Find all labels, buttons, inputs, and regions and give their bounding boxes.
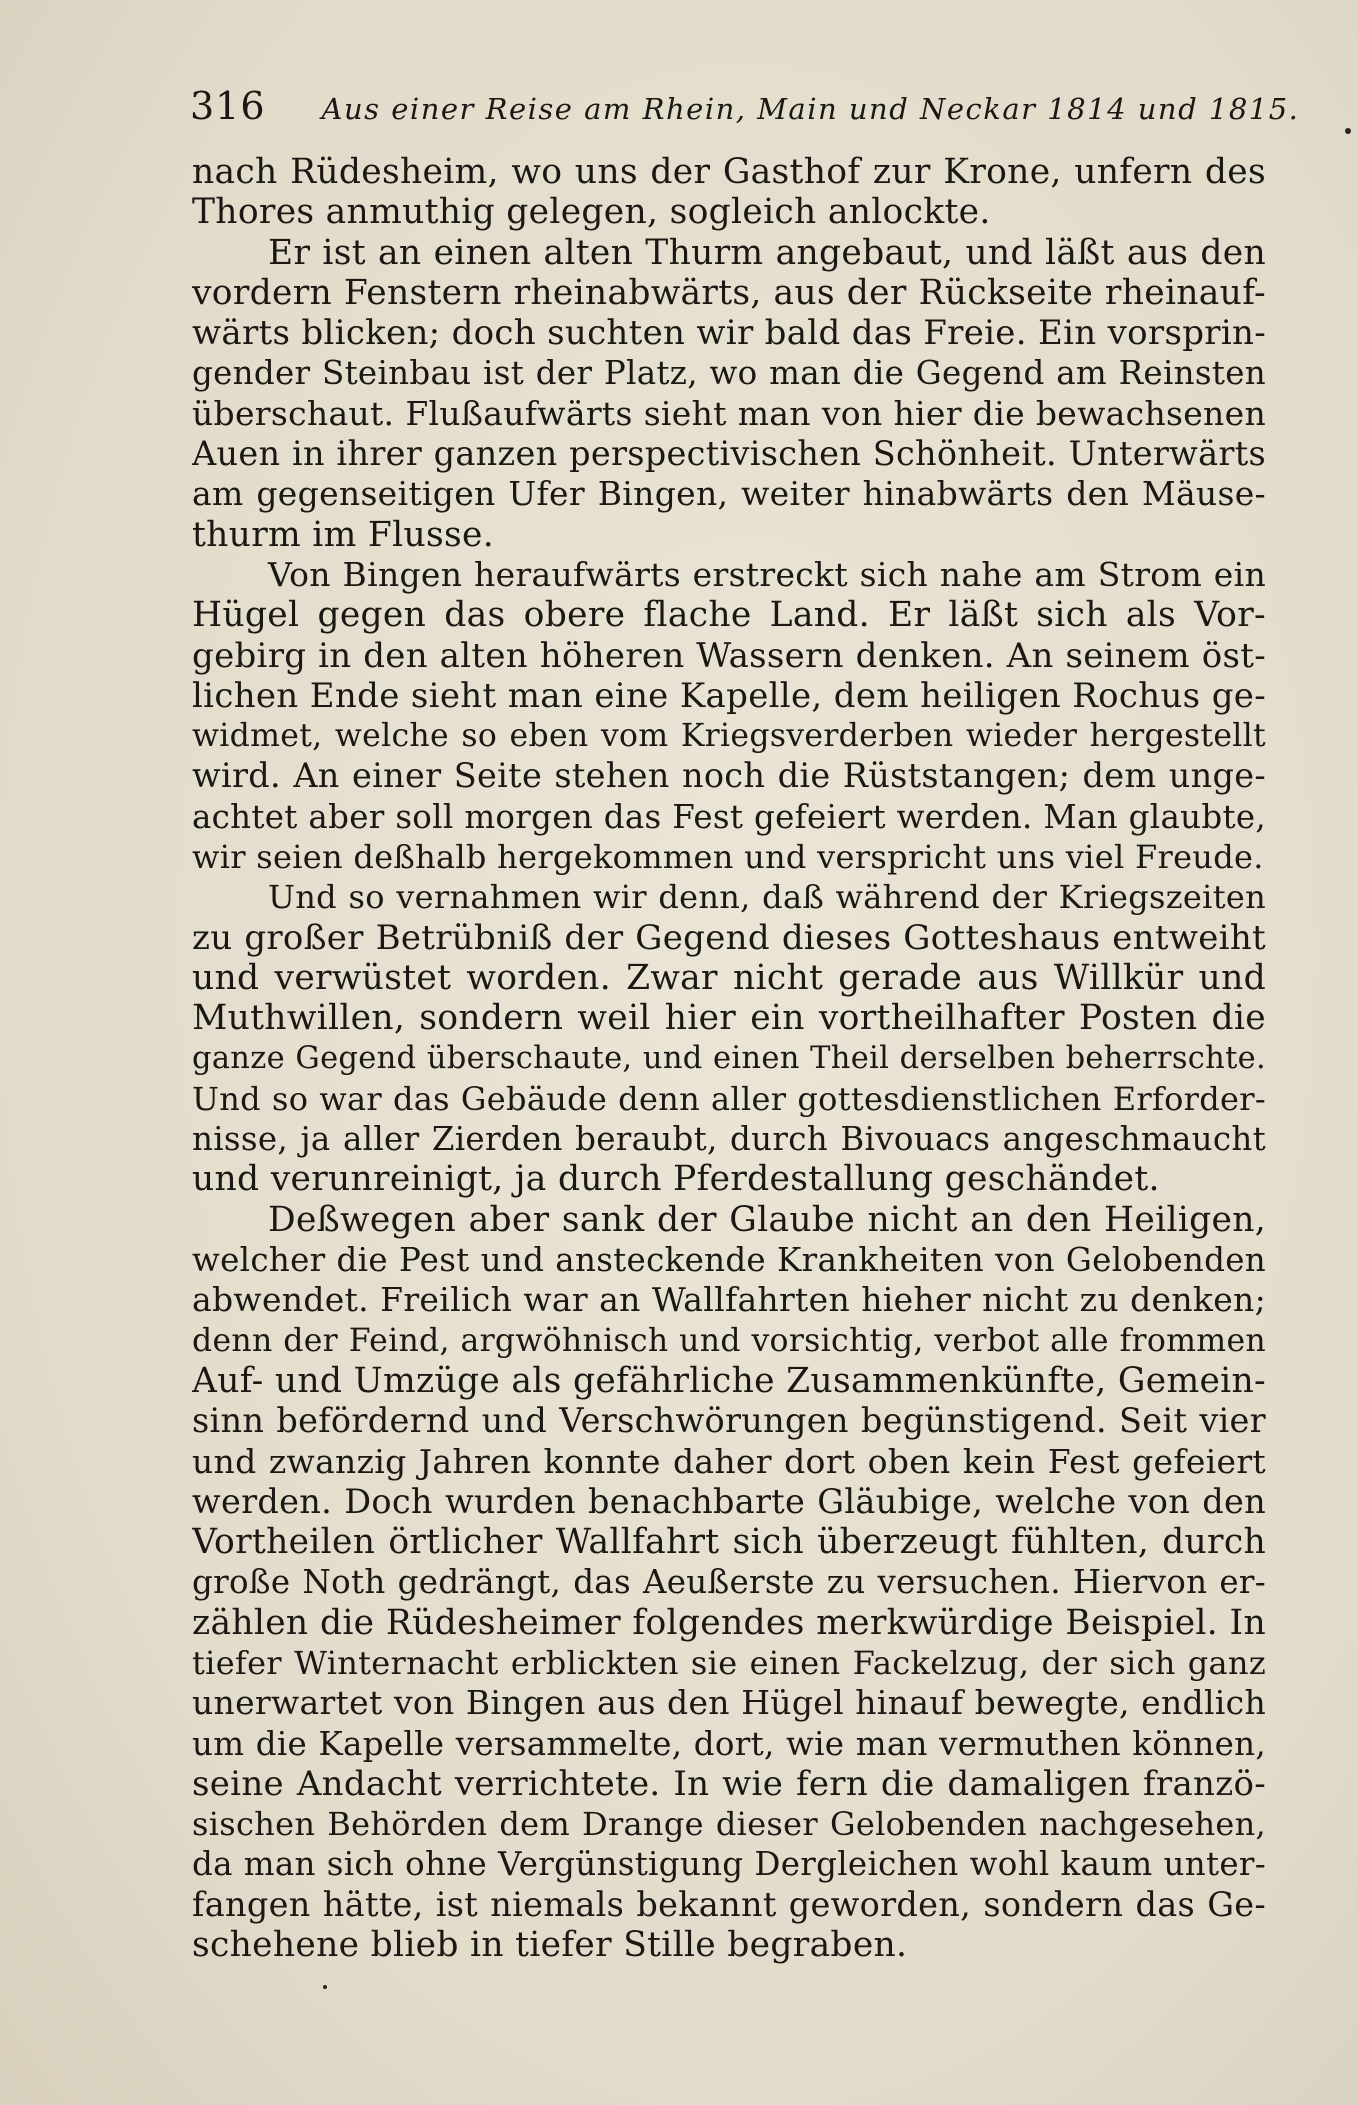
text-line: unerwartet von Bingen aus den Hügel hinauf bewegte, endlich: [192, 1683, 1266, 1723]
text-line: zählen die Rüdesheimer folgendes merkwürdige Beispiel. In: [192, 1602, 1266, 1643]
text-line: Er ist an einen alten Thurm angebaut, und läßt aus den: [268, 232, 1266, 273]
text-line: fangen hätte, ist niemals bekannt geworden, sondern das Ge-: [192, 1884, 1266, 1924]
text-line: wärts blicken; doch suchten wir bald das Freie. Ein vorsprin-: [192, 313, 1266, 354]
text-line: wir seien deßhalb hergekommen und verspricht uns viel Freude.: [192, 838, 1264, 877]
text-line: Deßwegen aber sank der Glaube nicht an den Heiligen,: [268, 1199, 1266, 1240]
text-line: gender Steinbau ist der Platz, wo man die Gegend am Reinsten: [192, 354, 1266, 393]
text-line: thurm im Flusse.: [192, 514, 494, 555]
text-line: Und so war das Gebäude denn aller gottesdienstlichen Erforder-: [192, 1079, 1266, 1118]
text-line: wird. An einer Seite stehen noch die Rüststangen; dem unge-: [192, 756, 1266, 796]
text-line: ganze Gegend überschaute, und einen Theil derselben beherrschte.: [192, 1040, 1266, 1076]
text-line: Thores anmuthig gelegen, sogleich anlockte.: [192, 192, 991, 233]
text-line: tiefer Winternacht erblickten sie einen Fackelzug, der sich ganz: [192, 1643, 1266, 1682]
text-line: Muthwillen, sondern weil hier ein vortheilhafter Posten die: [192, 998, 1266, 1039]
text-line: und zwanzig Jahren konnte daher dort oben kein Fest gefeiert: [192, 1441, 1266, 1481]
running-title: Aus einer Reise am Rhein, Main und Neckar 1814 und 1815.: [321, 92, 1300, 126]
text-line: und verwüstet worden. Zwar nicht gerade aus Willkür und: [192, 957, 1266, 998]
text-line: schehene blieb in tiefer Stille begraben.: [192, 1925, 908, 1966]
text-line: seine Andacht verrichtete. In wie fern die damaligen franzö-: [192, 1763, 1266, 1804]
text-line: Von Bingen heraufwärts erstreckt sich nahe am Strom ein: [268, 554, 1266, 594]
text-line: da man sich ohne Vergünstigung Dergleichen wohl kaum unter-: [192, 1845, 1266, 1884]
text-line: große Noth gedrängt, das Aeußerste zu versuchen. Hiervon er-: [192, 1563, 1266, 1602]
text-line: sinn befördernd und Verschwörungen begünstigend. Seit vier: [192, 1401, 1266, 1441]
text-line: abwendet. Freilich war an Wallfahrten hieher nicht zu denken;: [192, 1280, 1266, 1320]
text-line: denn der Feind, argwöhnisch und vorsichtig, verbot alle frommen: [192, 1322, 1266, 1359]
print-speck: [323, 1985, 327, 1989]
page-header: [190, 84, 1300, 134]
text-line: am gegenseitigen Ufer Bingen, weiter hinabwärts den Mäuse-: [192, 474, 1266, 514]
text-line: überschaut. Flußaufwärts sieht man von hier die bewachsenen: [192, 393, 1266, 433]
text-line: Auf- und Umzüge als gefährliche Zusammenkünfte, Gemein-: [192, 1360, 1266, 1401]
text-line: nisse, ja aller Zierden beraubt, durch Bivouacs angeschmaucht: [192, 1120, 1266, 1159]
text-line: gebirg in den alten höheren Wassern denken. An seinem öst-: [192, 635, 1266, 676]
body-text: [192, 152, 1266, 1965]
text-line: achtet aber soll morgen das Fest gefeiert werden. Man glaubte,: [192, 797, 1266, 836]
page-number: 316: [190, 84, 266, 128]
text-line: Und so vernahmen wir denn, daß während der Kriegszeiten: [268, 878, 1266, 917]
text-line: Vortheilen örtlicher Wallfahrt sich überzeugt fühlten, durch: [192, 1522, 1266, 1563]
text-line: nach Rüdesheim, wo uns der Gasthof zur Krone, unfern des: [192, 152, 1266, 192]
print-speck: [1345, 128, 1351, 134]
text-line: werden. Doch wurden benachbarte Gläubige, welche von den: [192, 1481, 1266, 1521]
text-line: widmet, welche so eben vom Kriegsverderben wieder hergestellt: [192, 718, 1266, 755]
text-line: und verunreinigt, ja durch Pferdestallung geschändet.: [192, 1159, 1160, 1200]
text-line: sischen Behörden dem Drange dieser Gelobenden nachgesehen,: [192, 1805, 1266, 1844]
text-line: Hügel gegen das obere flache Land. Er läßt sich als Vor-: [192, 595, 1266, 636]
text-line: welcher die Pest und ansteckende Krankheiten von Gelobenden: [192, 1241, 1266, 1280]
text-line: zu großer Betrübniß der Gegend dieses Gotteshaus entweiht: [192, 917, 1266, 958]
text-line: lichen Ende sieht man eine Kapelle, dem heiligen Rochus ge-: [192, 675, 1266, 716]
text-line: vordern Fenstern rheinabwärts, aus der Rückseite rheinauf-: [192, 272, 1266, 313]
text-line: Auen in ihrer ganzen perspectivischen Schönheit. Unterwärts: [192, 434, 1266, 474]
text-line: um die Kapelle versammelte, dort, wie man vermuthen können,: [192, 1724, 1266, 1763]
